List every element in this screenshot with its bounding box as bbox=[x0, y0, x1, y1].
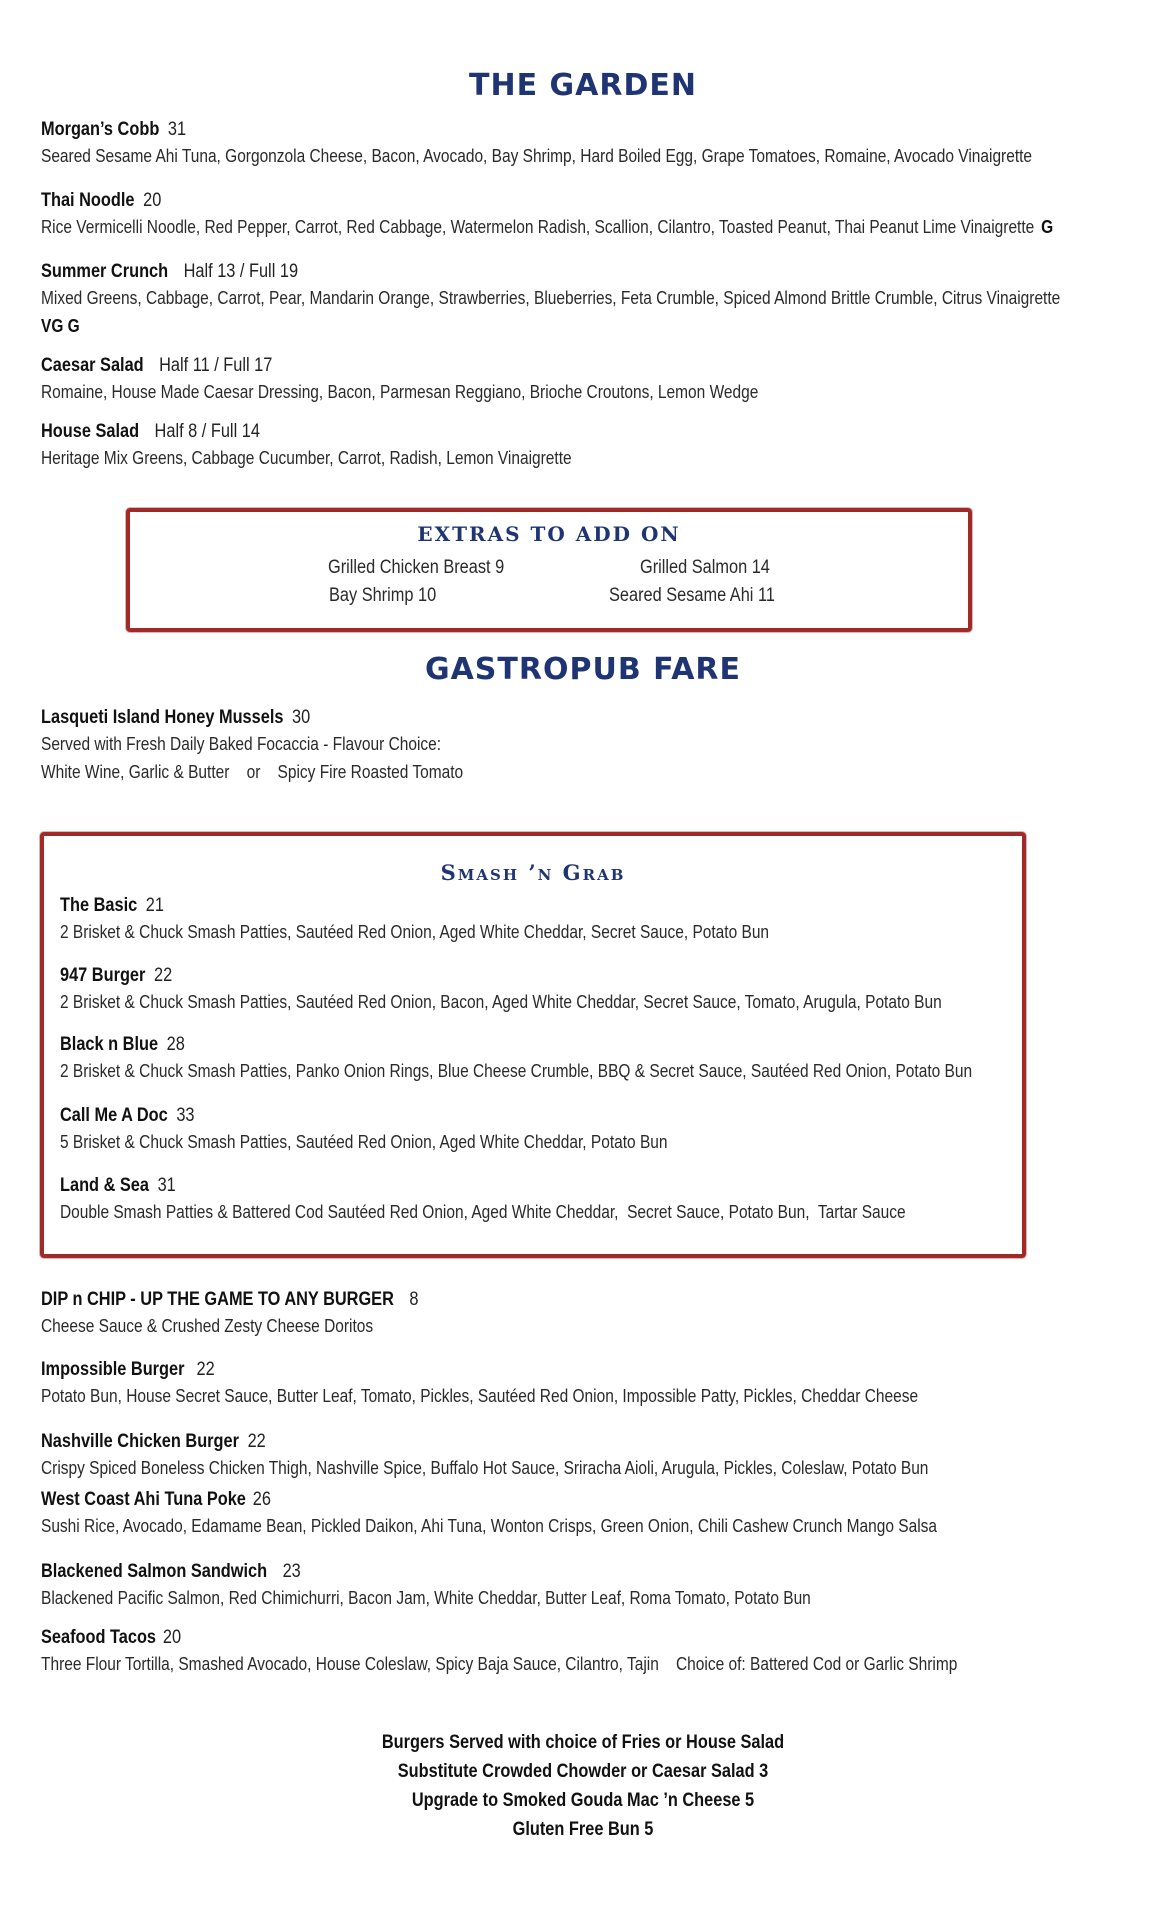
menu-item bbox=[41, 1626, 1151, 1678]
item-name: Lasqueti Island Honey Mussels bbox=[41, 707, 284, 728]
item-price: 30 bbox=[292, 707, 311, 728]
menu-item bbox=[41, 1288, 1151, 1340]
item-price: 20 bbox=[143, 190, 162, 211]
item-name: Call Me A Doc bbox=[60, 1105, 168, 1126]
gastropub-title: GASTROPUB FARE bbox=[424, 652, 742, 687]
footer-note: Upgrade to Smoked Gouda Mac ’n Cheese 5 bbox=[411, 1790, 755, 1811]
menu-item bbox=[60, 1104, 1020, 1156]
item-name: Summer Crunch bbox=[41, 261, 169, 282]
item-description: Rice Vermicelli Noodle, Red Pepper, Carrot, Red Cabbage, Watermelon Radish, Scallion, Cilantro, Toasted Peanut, Thai Peanut Lime Vinaigrette bbox=[41, 217, 1035, 237]
item-name: Seafood Tacos bbox=[41, 1627, 157, 1648]
item-price: 8 bbox=[409, 1289, 419, 1310]
item-description: Sushi Rice, Avocado, Edamame Bean, Pickled Daikon, Ahi Tuna, Wonton Crisps, Green Onion, Chili Cashew Crunch Mango Salsa bbox=[41, 1516, 938, 1536]
menu-item-mussels bbox=[41, 706, 1151, 786]
extras-title: EXTRAS TO ADD ON bbox=[417, 522, 681, 546]
item-price: Half 13 / Full 19 bbox=[183, 261, 299, 282]
item-price: Half 11 / Full 17 bbox=[159, 355, 273, 376]
menu-item bbox=[41, 189, 1151, 241]
dietary-tag: G bbox=[1041, 217, 1054, 237]
footer-note: Substitute Crowded Chowder or Caesar Salad 3 bbox=[397, 1761, 769, 1782]
smash-n-grab-box bbox=[40, 832, 1026, 1258]
item-description: Double Smash Patties & Battered Cod Sautéed Red Onion, Aged White Cheddar, Secret Sauce, Potato Bun, Tartar Sauce bbox=[60, 1202, 906, 1222]
item-description: Blackened Pacific Salmon, Red Chimichurri, Bacon Jam, White Cheddar, Butter Leaf, Roma Tomato, Potato Bun bbox=[41, 1588, 811, 1608]
item-description: Cheese Sauce & Crushed Zesty Cheese Doritos bbox=[41, 1316, 374, 1336]
item-price: 33 bbox=[176, 1105, 195, 1126]
extra-item: Seared Sesame Ahi 11 bbox=[609, 585, 775, 606]
footer-note: Gluten Free Bun 5 bbox=[512, 1819, 654, 1840]
item-description-choices: White Wine, Garlic & Butter or Spicy Fire Roasted Tomato bbox=[41, 762, 464, 782]
menu-item bbox=[41, 354, 1151, 406]
item-description: Seared Sesame Ahi Tuna, Gorgonzola Cheese, Bacon, Avocado, Bay Shrimp, Hard Boiled Egg, Grape Tomatoes, Romaine, Avocado Vinaigrette bbox=[41, 146, 1033, 166]
item-name: Nashville Chicken Burger bbox=[41, 1431, 239, 1452]
item-price: Half 8 / Full 14 bbox=[154, 421, 260, 442]
menu-item bbox=[41, 1488, 1151, 1540]
item-description: Heritage Mix Greens, Cabbage Cucumber, Carrot, Radish, Lemon Vinaigrette bbox=[41, 448, 572, 468]
footer-note: Burgers Served with choice of Fries or House Salad bbox=[381, 1732, 785, 1753]
menu-footer-notes bbox=[0, 1728, 1166, 1844]
item-price: 26 bbox=[252, 1489, 271, 1510]
menu-item bbox=[41, 1358, 1151, 1410]
item-name: Land & Sea bbox=[60, 1175, 149, 1196]
item-price: 20 bbox=[162, 1627, 182, 1648]
item-price: 31 bbox=[167, 119, 187, 140]
item-description: Served with Fresh Daily Baked Focaccia - Flavour Choice: bbox=[41, 734, 442, 754]
item-name: The Basic bbox=[60, 895, 138, 916]
item-description: Potato Bun, House Secret Sauce, Butter Leaf, Tomato, Pickles, Sautéed Red Onion, Impossible Patty, Pickles, Cheddar Cheese bbox=[41, 1386, 919, 1406]
item-price: 21 bbox=[145, 895, 164, 916]
item-name: House Salad bbox=[41, 421, 140, 442]
item-price: 31 bbox=[157, 1175, 176, 1196]
item-name: West Coast Ahi Tuna Poke bbox=[41, 1489, 246, 1510]
item-price: 22 bbox=[153, 965, 173, 986]
item-price: 22 bbox=[196, 1359, 215, 1380]
menu-item bbox=[41, 1560, 1151, 1612]
extra-item: Grilled Salmon 14 bbox=[640, 557, 770, 578]
item-name: Caesar Salad bbox=[41, 355, 144, 376]
dietary-tag: VG G bbox=[41, 316, 80, 336]
extras-box bbox=[126, 508, 972, 632]
item-description: Three Flour Tortilla, Smashed Avocado, House Coleslaw, Spicy Baja Sauce, Cilantro, Tajin Choice of: Battered Cod or Garlic Shrimp bbox=[41, 1654, 958, 1674]
item-name: Impossible Burger bbox=[41, 1359, 185, 1380]
item-price: 23 bbox=[282, 1561, 301, 1582]
smash-n-grab-title: Smash ’n Grab bbox=[440, 860, 626, 885]
item-price: 22 bbox=[247, 1431, 266, 1452]
item-name: Black n Blue bbox=[60, 1034, 159, 1055]
menu-item bbox=[41, 1430, 1151, 1482]
item-name: Thai Noodle bbox=[41, 190, 135, 211]
extra-item: Bay Shrimp 10 bbox=[329, 585, 437, 606]
item-name: Morgan’s Cobb bbox=[41, 119, 160, 140]
item-description: Romaine, House Made Caesar Dressing, Bacon, Parmesan Reggiano, Brioche Croutons, Lemon Wedge bbox=[41, 382, 759, 402]
menu-item bbox=[60, 1033, 1020, 1085]
item-description: Mixed Greens, Cabbage, Carrot, Pear, Mandarin Orange, Strawberries, Blueberries, Feta Crumble, Spiced Almond Brittle Crumble, Citrus Vinaigrette bbox=[41, 288, 1061, 308]
menu-item bbox=[41, 420, 1151, 472]
item-description: Crispy Spiced Boneless Chicken Thigh, Nashville Spice, Buffalo Hot Sauce, Sriracha Aioli, Arugula, Pickles, Coleslaw, Potato Bun bbox=[41, 1458, 929, 1478]
item-description: 2 Brisket & Chuck Smash Patties, Sautéed Red Onion, Bacon, Aged White Cheddar, Secret Sauce, Tomato, Arugula, Potato Bun bbox=[60, 992, 942, 1012]
extra-item: Grilled Chicken Breast 9 bbox=[328, 557, 505, 578]
item-price: 28 bbox=[166, 1034, 185, 1055]
menu-item bbox=[41, 260, 1151, 340]
item-description: 5 Brisket & Chuck Smash Patties, Sautéed Red Onion, Aged White Cheddar, Potato Bun bbox=[60, 1132, 668, 1152]
garden-title: THE GARDEN bbox=[469, 68, 697, 103]
menu-item bbox=[60, 1174, 1020, 1226]
item-description: 2 Brisket & Chuck Smash Patties, Panko Onion Rings, Blue Cheese Crumble, BBQ & Secret Sauce, Sautéed Red Onion, Potato Bun bbox=[60, 1061, 973, 1081]
menu-item bbox=[60, 964, 1020, 1016]
menu-item bbox=[41, 118, 1151, 170]
menu-item bbox=[60, 894, 1020, 946]
item-name: 947 Burger bbox=[60, 965, 146, 986]
item-name: Blackened Salmon Sandwich bbox=[41, 1561, 268, 1582]
item-description: 2 Brisket & Chuck Smash Patties, Sautéed Red Onion, Aged White Cheddar, Secret Sauce, Potato Bun bbox=[60, 922, 770, 942]
item-name: DIP n CHIP - UP THE GAME TO ANY BURGER bbox=[41, 1289, 394, 1310]
